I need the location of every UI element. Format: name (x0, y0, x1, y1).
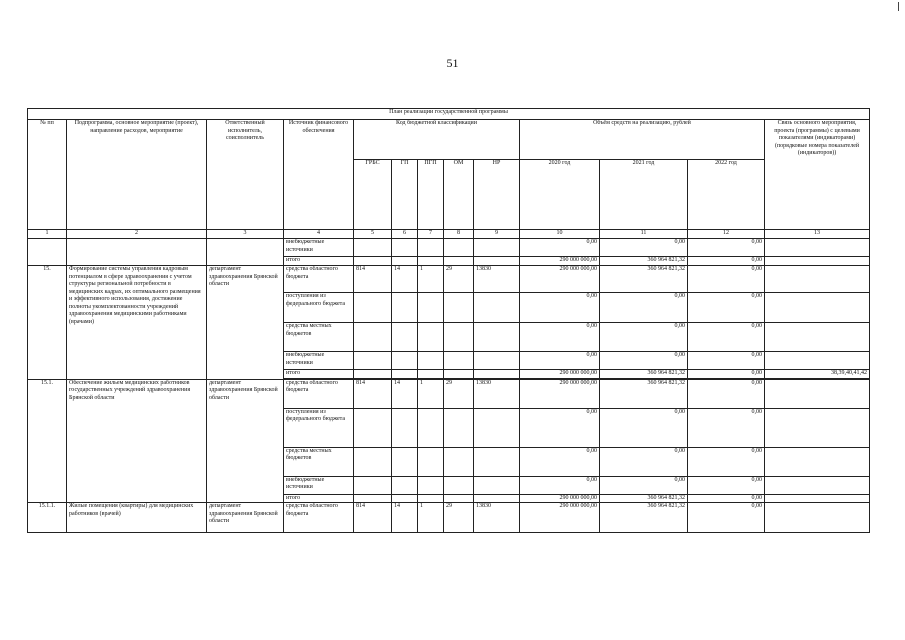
col-number: 8 (444, 230, 474, 239)
value-2022: 0,00 (688, 239, 765, 257)
page-number: 51 (446, 56, 459, 70)
total-2022: 0,00 (688, 494, 765, 503)
code-pgp: 1 (418, 379, 444, 408)
source-label: средства областного бюджета (284, 266, 354, 293)
header-2022: 2022 год (688, 160, 765, 230)
col-number: 3 (207, 230, 284, 239)
cell-empty (207, 239, 284, 266)
item-name: Обеспечение жильем медицинских работников государственных учреждений здравоохранения Брянской области (67, 379, 207, 503)
header-pgp: ПГП (418, 160, 444, 230)
item-executor: департамент здравоохранения Брянской области (207, 503, 284, 533)
source-label: средства местных бюджетов (284, 323, 354, 352)
value-2021: 0,00 (600, 293, 688, 323)
value-2020: 290 000 000,00 (520, 379, 600, 408)
value-2021: 0,00 (600, 408, 688, 447)
cell-empty (28, 239, 67, 266)
col-number: 11 (600, 230, 688, 239)
program-plan-table (27, 108, 870, 533)
code-gp: 14 (392, 503, 418, 533)
total-2020: 290 000 000,00 (520, 370, 600, 379)
col-number: 1 (28, 230, 67, 239)
header-subprogram: Подпрограмма, основное мероприятие (проект), направление расходов, мероприятие (67, 120, 207, 230)
source-label: поступления из федерального бюджета (284, 293, 354, 323)
total-2021: 360 964 821,32 (600, 494, 688, 503)
value-2022: 0,00 (688, 293, 765, 323)
header-2021: 2021 год (600, 160, 688, 230)
edge-mark (898, 2, 899, 11)
item-name: Формирование системы управления кадровым потенциалом в сфере здравоохранения с учетом структуры региональной потребности в медицинских кадрах, их оптимального размещения и эффективного использования, достижение полноты укомплектованности учреждений здравоохранения медицинскими работниками (врачами) (67, 266, 207, 380)
item-executor: департамент здравоохранения Брянской области (207, 379, 284, 503)
col-number: 7 (418, 230, 444, 239)
value-2020: 0,00 (520, 293, 600, 323)
value-2021: 0,00 (600, 476, 688, 494)
item-number: 15.1.1. (28, 503, 67, 533)
code-om: 29 (444, 266, 474, 293)
header-volume: Объём средств на реализацию, рублей (520, 120, 765, 160)
value-2021: 0,00 (600, 352, 688, 370)
item-number: 15.1. (28, 379, 67, 503)
value-2020: 0,00 (520, 447, 600, 476)
source-label: средства местных бюджетов (284, 447, 354, 476)
header-num: № пп (28, 120, 67, 230)
total-label: итого (284, 257, 354, 266)
code-pgp: 1 (418, 503, 444, 533)
value-2022: 0,00 (688, 323, 765, 352)
header-executor: Ответственный исполнитель, соисполнитель (207, 120, 284, 230)
col-number: 12 (688, 230, 765, 239)
value-2021: 0,00 (600, 239, 688, 257)
item-executor: департамент здравоохранения Брянской области (207, 266, 284, 380)
source-label: средства областного бюджета (284, 503, 354, 533)
col-number: 5 (354, 230, 392, 239)
value-2021: 360 964 821,32 (600, 266, 688, 293)
header-grbs: ГРБС (354, 160, 392, 230)
table-title: План реализации государственной программы (28, 109, 870, 120)
total-2022: 0,00 (688, 257, 765, 266)
value-2021: 360 964 821,32 (600, 379, 688, 408)
value-2022: 0,00 (688, 408, 765, 447)
col-number: 13 (765, 230, 870, 239)
header-link: Связь основного мероприятия, проекта (программы) с целевыми показателями (индикаторами) (порядковые номера показателей (индикаторов)) (765, 120, 870, 230)
col-number: 10 (520, 230, 600, 239)
code-om: 29 (444, 503, 474, 533)
header-gp: ГП (392, 160, 418, 230)
source-label: внебюджетные источники (284, 476, 354, 494)
code-gp: 14 (392, 266, 418, 293)
total-label: итого (284, 494, 354, 503)
header-om: ОМ (444, 160, 474, 230)
source-label: внебюджетные источники (284, 239, 354, 257)
value-2022: 0,00 (688, 503, 765, 533)
value-2021: 0,00 (600, 447, 688, 476)
header-budget-code: Код бюджетной классификации (354, 120, 520, 160)
value-2022: 0,00 (688, 266, 765, 293)
code-om: 29 (444, 379, 474, 408)
col-number: 4 (284, 230, 354, 239)
code-nr: 13830 (474, 379, 520, 408)
total-2021: 360 964 821,32 (600, 370, 688, 379)
col-number: 6 (392, 230, 418, 239)
source-label: средства областного бюджета (284, 379, 354, 408)
header-2020: 2020 год (520, 160, 600, 230)
header-nr: НР (474, 160, 520, 230)
item-name: Жилые помещения (квартиры) для медицинских работников (врачей) (67, 503, 207, 533)
value-2020: 0,00 (520, 352, 600, 370)
value-2020: 0,00 (520, 476, 600, 494)
value-2021: 0,00 (600, 323, 688, 352)
total-2022: 0,00 (688, 370, 765, 379)
total-2020: 290 000 000,00 (520, 494, 600, 503)
cell-empty (67, 239, 207, 266)
code-nr: 13830 (474, 266, 520, 293)
value-2022: 0,00 (688, 447, 765, 476)
total-2020: 290 000 000,00 (520, 257, 600, 266)
col-number: 2 (67, 230, 207, 239)
value-2022: 0,00 (688, 379, 765, 408)
code-pgp: 1 (418, 266, 444, 293)
value-2020: 290 000 000,00 (520, 266, 600, 293)
value-2020: 0,00 (520, 323, 600, 352)
header-source: Источник финансового обеспечения (284, 120, 354, 230)
value-2021: 360 964 821,32 (600, 503, 688, 533)
total-label: итого (284, 370, 354, 379)
indicator-link: 38,39,40,41,42 (765, 370, 870, 379)
value-2020: 0,00 (520, 408, 600, 447)
value-2020: 0,00 (520, 239, 600, 257)
value-2022: 0,00 (688, 476, 765, 494)
source-label: поступления из федерального бюджета (284, 408, 354, 447)
col-number: 9 (474, 230, 520, 239)
item-number: 15. (28, 266, 67, 380)
value-2020: 290 000 000,00 (520, 503, 600, 533)
code-gp: 14 (392, 379, 418, 408)
code-nr: 13830 (474, 503, 520, 533)
total-2021: 360 964 821,32 (600, 257, 688, 266)
source-label: внебюджетные источники (284, 352, 354, 370)
value-2022: 0,00 (688, 352, 765, 370)
code-grbs: 814 (354, 503, 392, 533)
code-grbs: 814 (354, 379, 392, 408)
code-grbs: 814 (354, 266, 392, 293)
